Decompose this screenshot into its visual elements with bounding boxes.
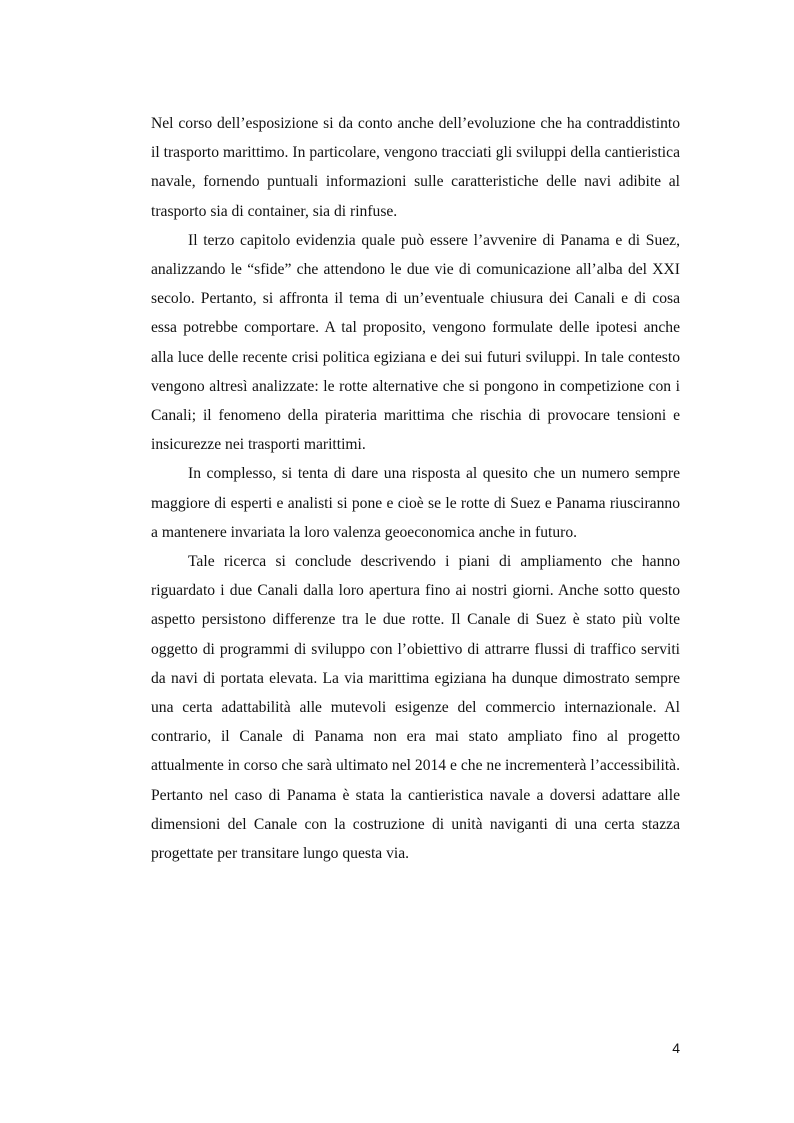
paragraph-piani-ampliamento: Tale ricerca si conclude descrivendo i piani di ampliamento che hanno riguardato i due Canali dalla loro apertura fino ai nostri giorni. Anche sotto questo aspetto persistono differenze tra le due rotte. Il Canale di Suez è stato più volte oggetto di programmi di sviluppo con l’obiettivo di attrarre flussi di traffico serviti da navi di portata elevata. La via marittima egiziana ha dunque dimostrato sempre una certa adattabilità alle mutevoli esigenze del commercio internazionale. Al contrario, il Canale di Panama non era mai stato ampliato fino al progetto attualmente in corso che sarà ultimato nel 2014 e che ne incrementerà l’accessibilità. Pertanto nel caso di Panama è stata la cantieristica navale a doversi adattare alle dimensioni del Canale con la costruzione di unità naviganti di una certa stazza progettate per transitare lungo questa via.	[151, 553, 680, 863]
paragraph-in-complesso: In complesso, si tenta di dare una risposta al quesito che un numero sempre maggiore di esperti e analisti si pone e cioè se le rotte di Suez e Panama riusciranno a mantenere invariata la loro valenza geoeconomica anche in futuro.	[151, 465, 680, 541]
paragraph-evoluzione-trasporto: Nel corso dell’esposizione si da conto anche dell’evoluzione che ha contraddistinto il trasporto marittimo. In particolare, vengono tracciati gli sviluppi della cantieristica navale, fornendo puntuali informazioni sulle caratteristiche delle navi adibite al trasporto sia di container, sia di rinfuse.	[151, 115, 680, 220]
paragraph-terzo-capitolo: Il terzo capitolo evidenzia quale può essere l’avvenire di Panama e di Suez, analizzando le “sfide” che attendono le due vie di comunicazione all’alba del XXI secolo. Pertanto, si affronta il tema di un’eventuale chiusura dei Canali e di cosa essa potrebbe comportare. A tal proposito, vengono formulate delle ipotesi anche alla luce delle recente crisi politica egiziana e dei sui futuri sviluppi. In tale contesto vengono altresì analizzate: le rotte alternative che si pongono in competizione con i Canali; il fenomeno della pirateria marittima che rischia di provocare tensioni e insicurezze nei trasporti marittimi.	[151, 231, 680, 454]
body-text	[151, 109, 680, 868]
page-number: 4	[672, 1040, 680, 1056]
